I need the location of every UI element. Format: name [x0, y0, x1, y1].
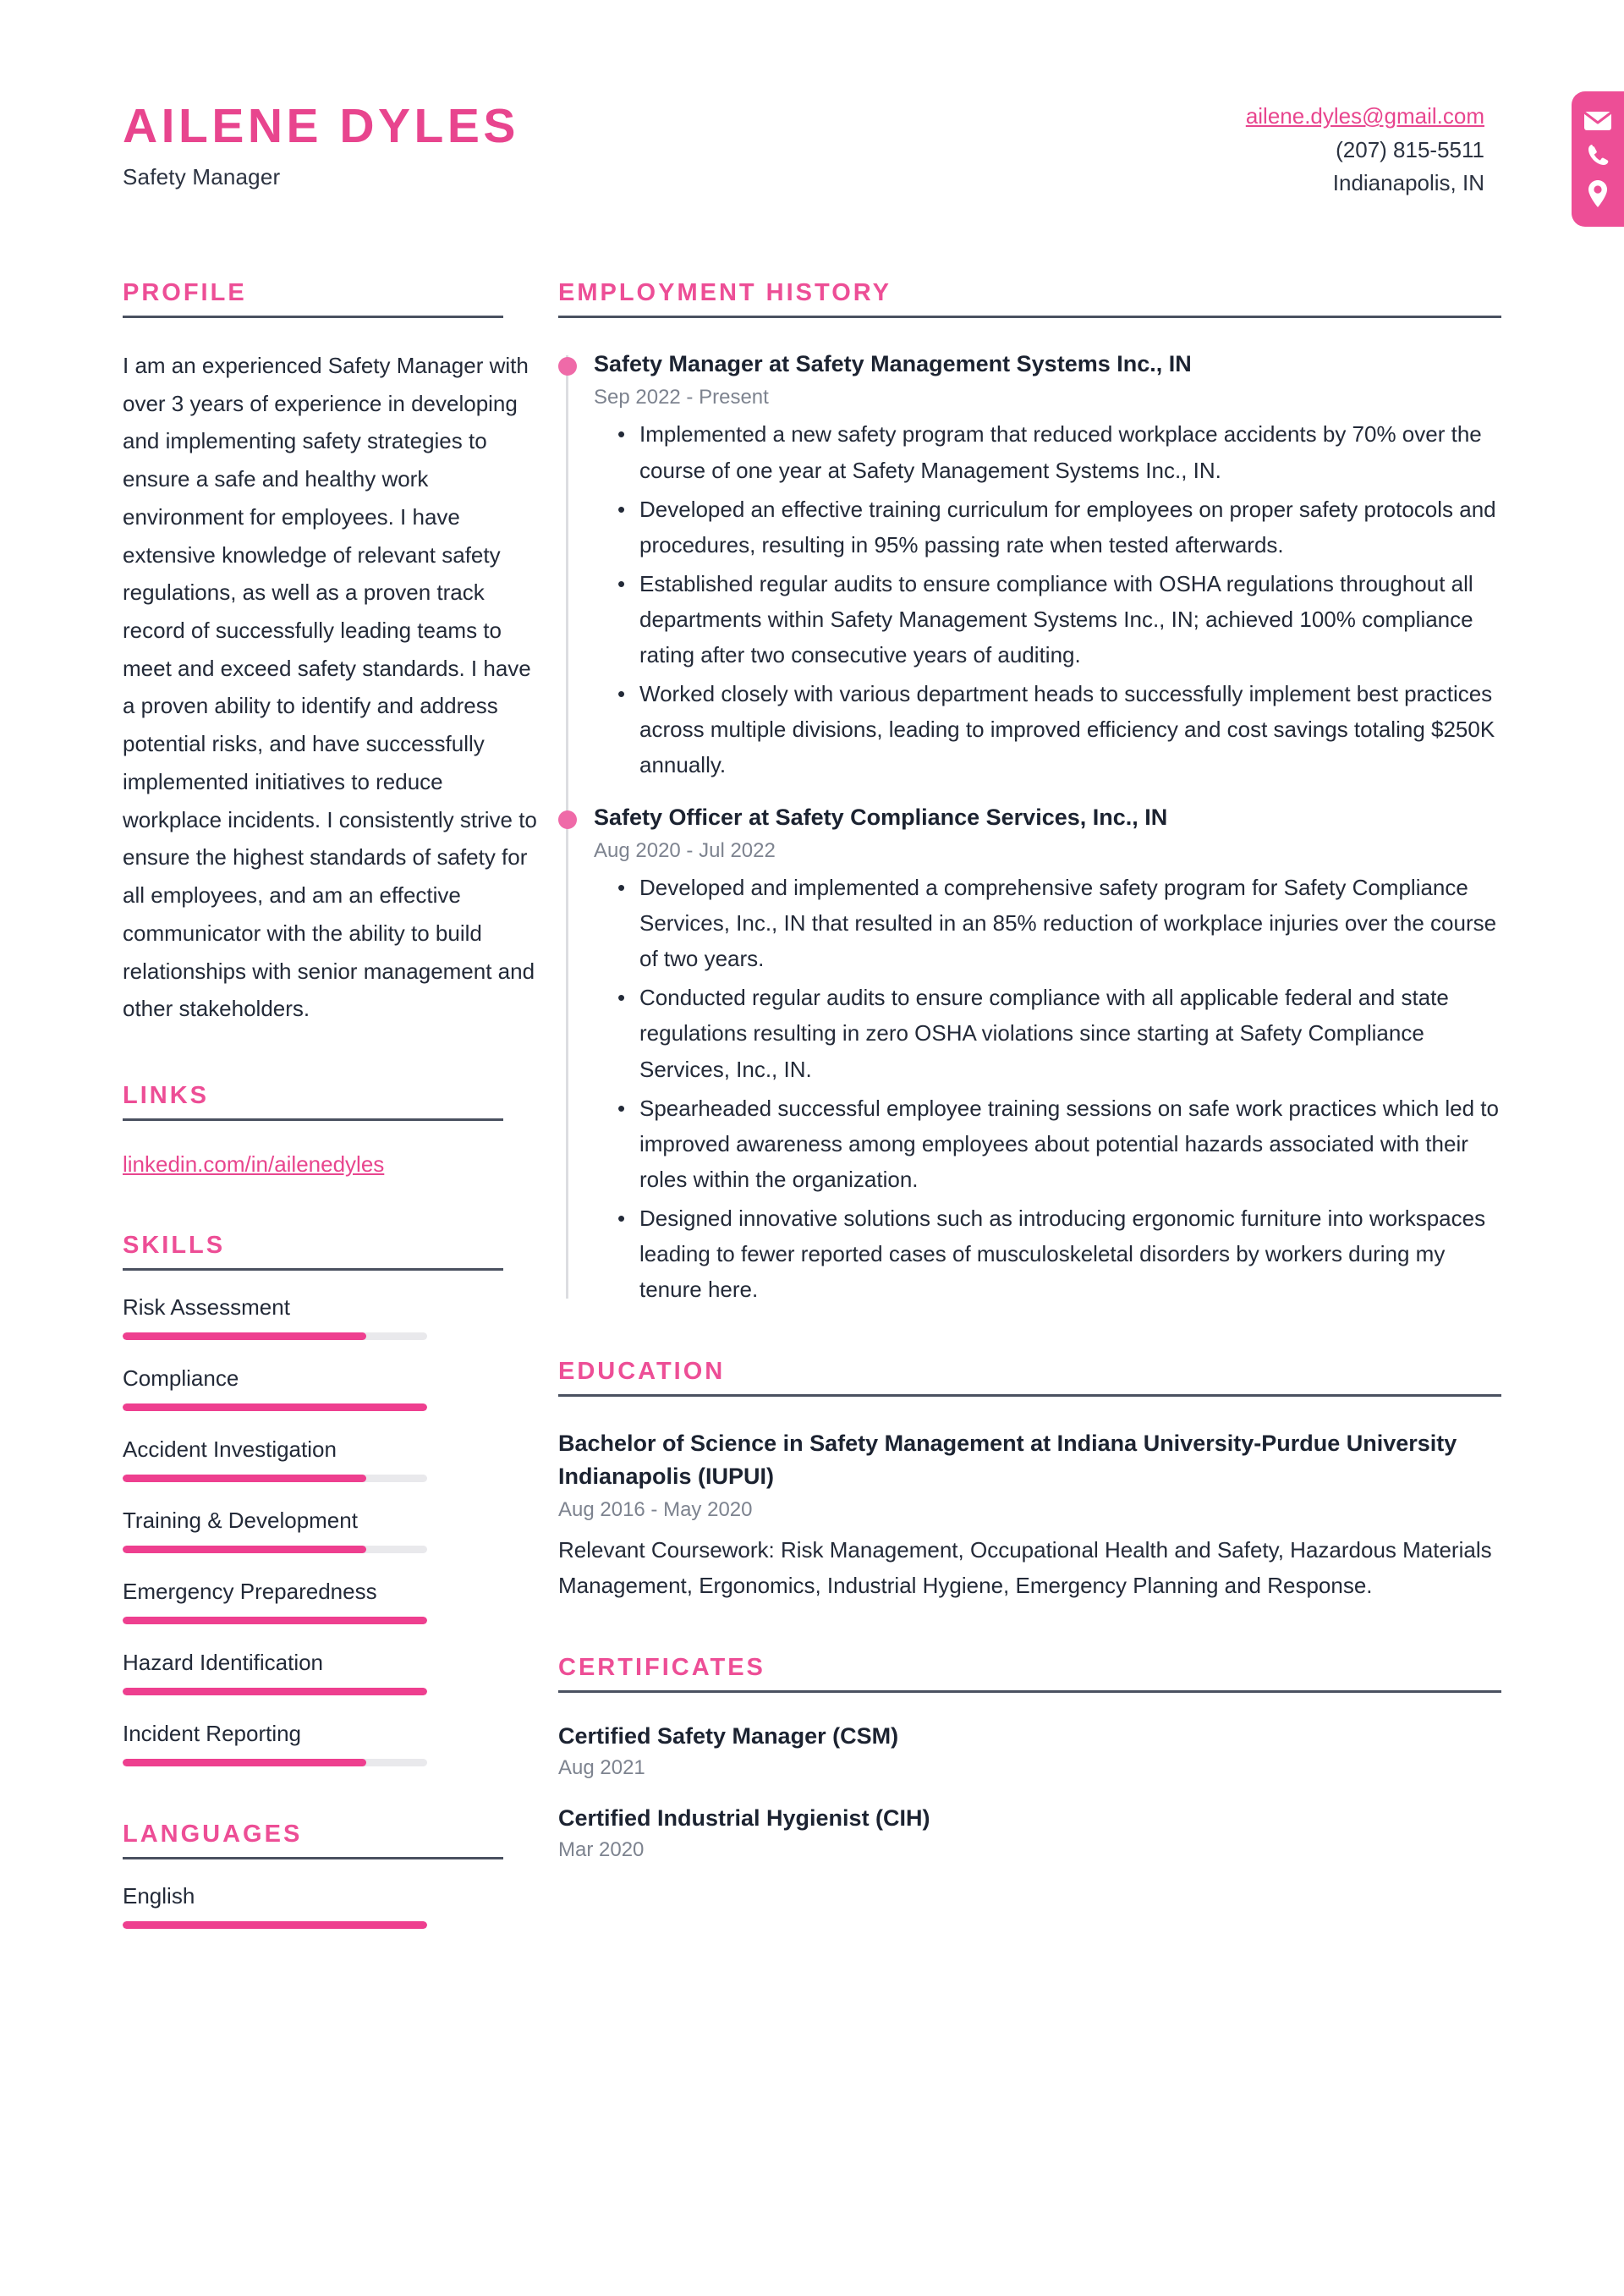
skill-label: Compliance — [123, 1365, 239, 1391]
skill-level-bar — [123, 1617, 427, 1624]
employment-bullet: • Designed innovative solutions such as introducing ergonomic furniture into workspaces leading to fewer reported cases of musculoskeletal disorders by workers during my tenure here. — [639, 1200, 1501, 1307]
education-heading: EDUCATION — [558, 1358, 726, 1386]
skill-level-fill — [123, 1688, 427, 1695]
employment-bullet: • Conducted regular audits to ensure compliance with all applicable federal and state regulations resulting in zero OSHA violations since starting at Safety Compliance Services, Inc., IN. — [639, 980, 1501, 1086]
phone-icon — [1584, 142, 1611, 169]
skill-level-fill — [123, 1546, 366, 1553]
education-description: Relevant Coursework: Risk Management, Occupational Health and Safety, Hazardous Materials Management, Ergonomics, Industrial Hygiene, Emergency Planning and Response. — [558, 1536, 1492, 1599]
skills-heading: SKILLS — [123, 1231, 226, 1259]
contact-email-link[interactable]: ailene.dyles@gmail.com — [1245, 103, 1484, 129]
skill-level-bar — [123, 1332, 427, 1340]
employment-bullet: • Implemented a new safety program that reduced workplace accidents by 70% over the course of one year at Safety Management Systems Inc., IN. — [639, 416, 1501, 487]
skill-label: Hazard Identification — [123, 1649, 324, 1675]
skill-label: Training & Development — [123, 1507, 358, 1533]
skill-label: Accident Investigation — [123, 1436, 337, 1462]
certificate-entry — [558, 1805, 1501, 1862]
languages-divider — [123, 1857, 503, 1859]
timeline-dot-icon — [558, 810, 577, 829]
skill-row — [123, 1579, 503, 1624]
resume-header — [0, 0, 1624, 279]
education-degree: Bachelor of Science in Safety Management at Indiana University-Purdue University Indianapolis (IUPUI) — [558, 1431, 1457, 1489]
links-heading: LINKS — [123, 1081, 209, 1109]
section-certificates — [558, 1654, 1501, 1862]
employment-bullet: • Worked closely with various department heads to successfully implement best practices across multiple divisions, leading to improved efficiency and cost savings totaling $250K annually. — [639, 676, 1501, 783]
certificates-heading: CERTIFICATES — [558, 1654, 765, 1682]
certificate-entry — [558, 1723, 1501, 1780]
section-employment — [558, 279, 1501, 1307]
employment-bullet-list — [594, 870, 1501, 1307]
certificate-date: Aug 2021 — [558, 1756, 645, 1780]
skill-level-bar — [123, 1688, 427, 1695]
education-dates: Aug 2016 - May 2020 — [558, 1497, 753, 1521]
certificates-list — [558, 1723, 1501, 1862]
section-skills — [123, 1232, 503, 1766]
employment-timeline — [558, 349, 1501, 1307]
section-profile — [123, 279, 537, 1028]
profile-text: I am an experienced Safety Manager with over 3 years of experience in developing and implementing safety strategies to ensure a safe and healthy work environment for employees. I have extensive knowledge of relevant safety regulations, as well as a proven track record of successfully leading teams to meet and exceed safety standards. I have a proven ability to identify and address potential risks, and have successfully implemented initiatives to reduce workplace incidents. I consistently strive to ensure the highest standards of safety for all employees, and am an effective communicator with the ability to build relationships with senior management and other stakeholders. — [123, 353, 537, 1022]
envelope-icon — [1583, 110, 1612, 132]
skill-row — [123, 1436, 503, 1482]
main-column — [541, 279, 1624, 1887]
employment-title: Safety Officer at Safety Compliance Services, Inc., IN — [594, 804, 1168, 830]
education-list — [558, 1427, 1501, 1603]
skill-label: Risk Assessment — [123, 1294, 290, 1320]
skill-level-fill — [123, 1475, 366, 1482]
skills-list — [123, 1294, 503, 1766]
timeline-dot-icon — [558, 357, 577, 376]
employment-bullet: • Spearheaded successful employee training sessions on safe work practices which led to improved awareness among employees about potential hazards associated with their roles within the organization. — [639, 1090, 1501, 1197]
employment-title: Safety Manager at Safety Management Systems Inc., IN — [594, 351, 1192, 376]
languages-heading: LANGUAGES — [123, 1820, 303, 1848]
skill-level-fill — [123, 1617, 427, 1624]
languages-list — [123, 1883, 503, 1929]
employment-bullet: • Developed an effective training curriculum for employees on proper safety protocols and procedures, resulting in 95% passing rate when tested afterwards. — [639, 492, 1501, 563]
contact-location: Indianapolis, IN — [1332, 170, 1484, 196]
contact-icon-tab — [1572, 91, 1624, 227]
location-pin-icon — [1586, 179, 1610, 208]
employment-bullet: • Developed and implemented a comprehensive safety program for Safety Compliance Services, Inc., IN that resulted in an 85% reduction of workplace injuries over the course of two years. — [639, 870, 1501, 976]
certificates-divider — [558, 1690, 1501, 1693]
employment-heading: EMPLOYMENT HISTORY — [558, 279, 892, 306]
employment-entry — [594, 349, 1501, 783]
name-block — [123, 99, 519, 190]
skill-label: English — [123, 1882, 195, 1909]
contact-block — [1246, 100, 1484, 200]
sidebar-column — [0, 279, 541, 1954]
skill-level-bar — [123, 1475, 427, 1482]
page-title: AILENE DYLES — [123, 99, 519, 153]
skill-level-fill — [123, 1921, 427, 1929]
skill-level-fill — [123, 1403, 427, 1411]
skill-row — [123, 1294, 503, 1340]
skill-row — [123, 1883, 503, 1929]
link-item-linkedin[interactable]: linkedin.com/in/ailenedyles — [123, 1151, 385, 1177]
certificate-name: Certified Industrial Hygienist (CIH) — [558, 1805, 930, 1832]
education-divider — [558, 1394, 1501, 1397]
certificate-name: Certified Safety Manager (CSM) — [558, 1723, 899, 1749]
skill-level-fill — [123, 1759, 366, 1766]
contact-phone: (207) 815-5511 — [1336, 136, 1484, 162]
skill-level-bar — [123, 1403, 427, 1411]
skill-row — [123, 1508, 503, 1553]
employment-bullet-list — [594, 416, 1501, 783]
skill-level-bar — [123, 1546, 427, 1553]
section-education — [558, 1358, 1501, 1603]
job-title-subtitle: Safety Manager — [123, 163, 281, 190]
section-languages — [123, 1821, 503, 1929]
skill-label: Incident Reporting — [123, 1720, 302, 1746]
employment-entry — [594, 802, 1501, 1308]
education-entry — [558, 1427, 1501, 1603]
employment-bullet: • Established regular audits to ensure compliance with OSHA regulations throughout all departments within Safety Management Systems Inc., IN; achieved 100% compliance rating after two consecutive years of auditing. — [639, 566, 1501, 673]
employment-divider — [558, 316, 1501, 318]
skill-row — [123, 1365, 503, 1411]
employment-dates: Aug 2020 - Jul 2022 — [594, 838, 776, 862]
resume-body — [0, 279, 1624, 1954]
links-divider — [123, 1118, 503, 1121]
skill-row — [123, 1650, 503, 1695]
certificate-date: Mar 2020 — [558, 1838, 645, 1862]
employment-dates: Sep 2022 - Present — [594, 386, 769, 409]
skill-level-bar — [123, 1921, 427, 1929]
skill-row — [123, 1721, 503, 1766]
skill-label: Emergency Preparedness — [123, 1578, 377, 1604]
skills-divider — [123, 1268, 503, 1271]
skill-level-bar — [123, 1759, 427, 1766]
profile-divider — [123, 316, 503, 318]
section-links — [123, 1082, 503, 1178]
profile-heading: PROFILE — [123, 279, 247, 306]
skill-level-fill — [123, 1332, 366, 1340]
